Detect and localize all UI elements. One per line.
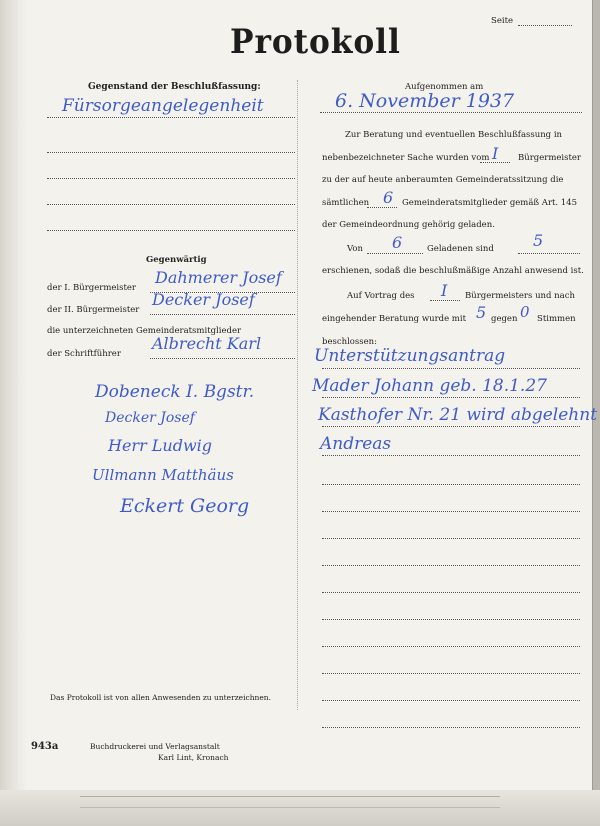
footer-note: Das Protokoll ist von allen Anwesenden zu unterzeichnen. bbox=[50, 693, 272, 702]
p2-von-hw: 6 bbox=[392, 233, 403, 252]
p1-line-4-hw: 6 bbox=[383, 188, 394, 207]
row-label-buergermeister-1: der I. Bürgermeister bbox=[47, 283, 136, 293]
p1-line-2-hw: I bbox=[492, 144, 499, 163]
row-value-schriftfuehrer: Albrecht Karl bbox=[152, 334, 262, 353]
p2-sind-hw: 5 bbox=[533, 231, 544, 250]
p1-line-5: der Gemeindeordnung gehörig geladen. bbox=[322, 220, 495, 230]
signature-2: Decker Josef bbox=[105, 410, 195, 426]
p2-geladenen: Geladenen sind bbox=[427, 244, 494, 254]
ruled-line bbox=[322, 700, 580, 701]
page-stack-edge bbox=[0, 790, 600, 826]
form-number: 943a bbox=[31, 741, 59, 752]
seite-label: Seite bbox=[491, 16, 514, 26]
signature-4: Ullmann Matthäus bbox=[92, 466, 234, 484]
p3-line-1-blank bbox=[430, 300, 460, 301]
ruled-line bbox=[322, 397, 580, 398]
page-title: Protokoll bbox=[230, 22, 401, 62]
seite-line bbox=[518, 25, 572, 26]
p1-line-2a: nebenbezeichneter Sache wurden vom bbox=[322, 153, 490, 163]
printer-line-1: Buchdruckerei und Verlagsanstalt bbox=[90, 742, 220, 751]
date-line bbox=[320, 112, 582, 113]
decision-line-3: Kasthofer Nr. 21 wird abgelehnt bbox=[318, 405, 598, 425]
p2-von: Von bbox=[347, 244, 363, 254]
p3-line-2-hw2: 0 bbox=[520, 303, 530, 321]
p2-line-2: erschienen, sodaß die beschlußmäßige Anzahl anwesend ist. bbox=[322, 266, 584, 276]
ruled-line bbox=[322, 619, 580, 620]
decision-line-2: Mader Johann geb. 18.1.27 bbox=[312, 376, 547, 396]
ruled-line bbox=[322, 592, 580, 593]
ruled-line bbox=[322, 484, 580, 485]
p1-line-4a: sämtlichen bbox=[322, 198, 370, 208]
ruled-line bbox=[322, 565, 580, 566]
subject-line-2 bbox=[47, 152, 295, 153]
printer-line-2: Karl Lint, Kronach bbox=[158, 753, 229, 762]
row-label-buergermeister-2: der II. Bürgermeister bbox=[47, 305, 140, 315]
subject-line-3 bbox=[47, 178, 295, 179]
p3-line-1-hw: I bbox=[441, 281, 448, 300]
column-divider bbox=[297, 80, 298, 710]
ruled-line bbox=[322, 673, 580, 674]
p1-line-1: Zur Beratung und eventuellen Beschlußfassung in bbox=[345, 130, 563, 140]
aufgenommen-label: Aufgenommen am bbox=[405, 82, 484, 92]
ruled-line bbox=[322, 727, 580, 728]
p3-line-2a: eingehender Beratung wurde mit bbox=[322, 314, 467, 324]
p3-line-2-hw1: 5 bbox=[476, 303, 487, 322]
date-handwriting: 6. November 1937 bbox=[335, 90, 515, 112]
ruled-line bbox=[322, 646, 580, 647]
p3-line-1a: Auf Vortrag des bbox=[347, 291, 415, 301]
p2-sind-blank bbox=[518, 253, 580, 254]
ruled-line bbox=[322, 538, 580, 539]
p1-line-2b: Bürgermeister bbox=[518, 153, 581, 163]
row-label-schriftfuehrer: der Schriftführer bbox=[47, 349, 121, 359]
decision-line-1: Unterstützungsantrag bbox=[314, 346, 506, 366]
signature-5: Eckert Georg bbox=[120, 495, 250, 517]
row-label-gemeinderat: die unterzeichneten Gemeinderatsmitglieder bbox=[47, 326, 242, 336]
p3-line-2b: Stimmen bbox=[537, 314, 576, 324]
signature-3: Herr Ludwig bbox=[108, 436, 213, 455]
ruled-line bbox=[322, 368, 580, 369]
p1-line-3: zu der auf heute anberaumten Gemeinderatssitzung die bbox=[322, 175, 564, 185]
signature-1: Dobeneck I. Bgstr. bbox=[95, 382, 255, 402]
ruled-line bbox=[322, 511, 580, 512]
decision-line-4: Andreas bbox=[320, 434, 392, 454]
p3-line-1b: Bürgermeisters und nach bbox=[465, 291, 575, 301]
subject-line-4 bbox=[47, 204, 295, 205]
row-line-2 bbox=[150, 314, 295, 315]
p3-line-2-gegen: gegen bbox=[491, 314, 518, 324]
subject-line-1 bbox=[47, 117, 295, 118]
p2-von-blank bbox=[367, 253, 423, 254]
ruled-line bbox=[322, 426, 580, 427]
gegenwaertig-label: Gegenwärtig bbox=[146, 255, 207, 265]
gegenstand-label: Gegenstand der Beschlußfassung: bbox=[88, 82, 261, 92]
p1-line-4-blank bbox=[367, 207, 397, 208]
subject-handwriting: Fürsorgeangelegenheit bbox=[62, 96, 264, 116]
ruled-line bbox=[322, 455, 580, 456]
subject-line-5 bbox=[47, 230, 295, 231]
p1-line-2-blank bbox=[480, 162, 510, 163]
row-value-buergermeister-2: Decker Josef bbox=[152, 290, 255, 309]
row-line-4 bbox=[150, 358, 295, 359]
binding-gutter bbox=[0, 0, 28, 790]
p3-line-3: beschlossen: bbox=[322, 337, 377, 347]
p1-line-4b: Gemeinderatsmitglieder gemäß Art. 145 bbox=[402, 198, 578, 208]
row-value-buergermeister-1: Dahmerer Josef bbox=[155, 268, 282, 287]
